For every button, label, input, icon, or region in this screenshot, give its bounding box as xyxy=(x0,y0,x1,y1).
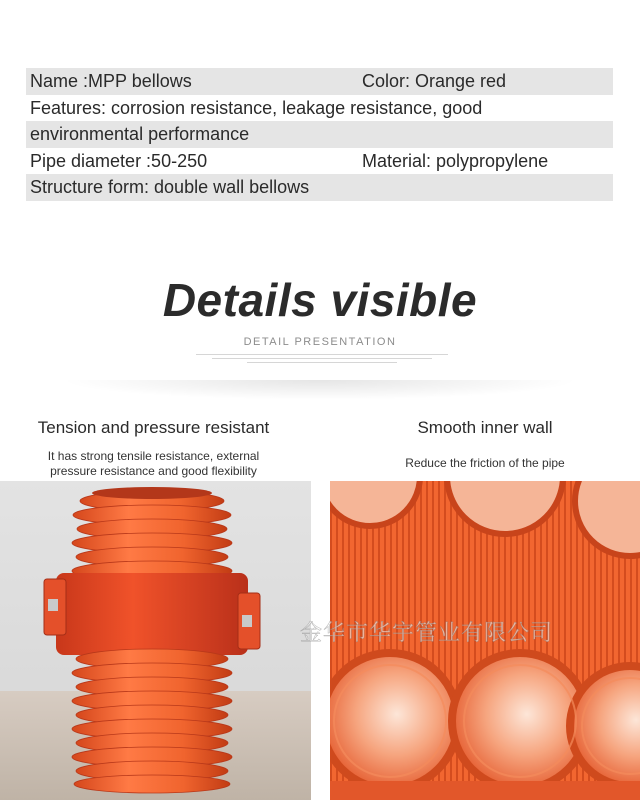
right-column-desc: Reduce the friction of the pipe xyxy=(405,456,565,470)
company-watermark: 金华市华宇管业有限公司 xyxy=(300,620,554,645)
spec-row-name xyxy=(26,68,613,95)
spec-table xyxy=(26,68,613,201)
right-column-title: Smooth inner wall xyxy=(417,418,553,437)
spec-diameter: Pipe diameter :50-250 xyxy=(30,150,208,171)
spec-features-line1: Features: corrosion resistance, leakage resistance, good xyxy=(30,97,483,118)
bellows-coupler-photo xyxy=(0,481,311,800)
spec-row-features xyxy=(26,95,613,122)
divider-shadow xyxy=(60,380,580,400)
spec-features-line2: environmental performance xyxy=(30,124,250,144)
spec-structure: Structure form: double wall bellows xyxy=(30,177,310,197)
bellows-coupler-illustration xyxy=(0,481,311,800)
spec-name: Name :MPP bellows xyxy=(30,71,192,91)
left-column-title: Tension and pressure resistant xyxy=(37,418,270,437)
left-desc-line1: It has strong tensile resistance, external xyxy=(47,449,260,463)
spec-row-structure xyxy=(26,174,613,201)
spec-material: Material: polypropylene xyxy=(362,150,549,171)
subtitle-decoration xyxy=(196,354,448,366)
spec-row-features-cont xyxy=(26,121,613,148)
spec-color: Color: Orange red xyxy=(362,71,507,91)
spec-row-diameter xyxy=(26,148,613,175)
left-column-desc xyxy=(0,449,307,479)
section-subtitle: DETAIL PRESENTATION xyxy=(243,336,397,348)
left-desc-line2: pressure resistance and good flexibility xyxy=(50,464,257,478)
section-title: Details visible xyxy=(162,274,478,326)
